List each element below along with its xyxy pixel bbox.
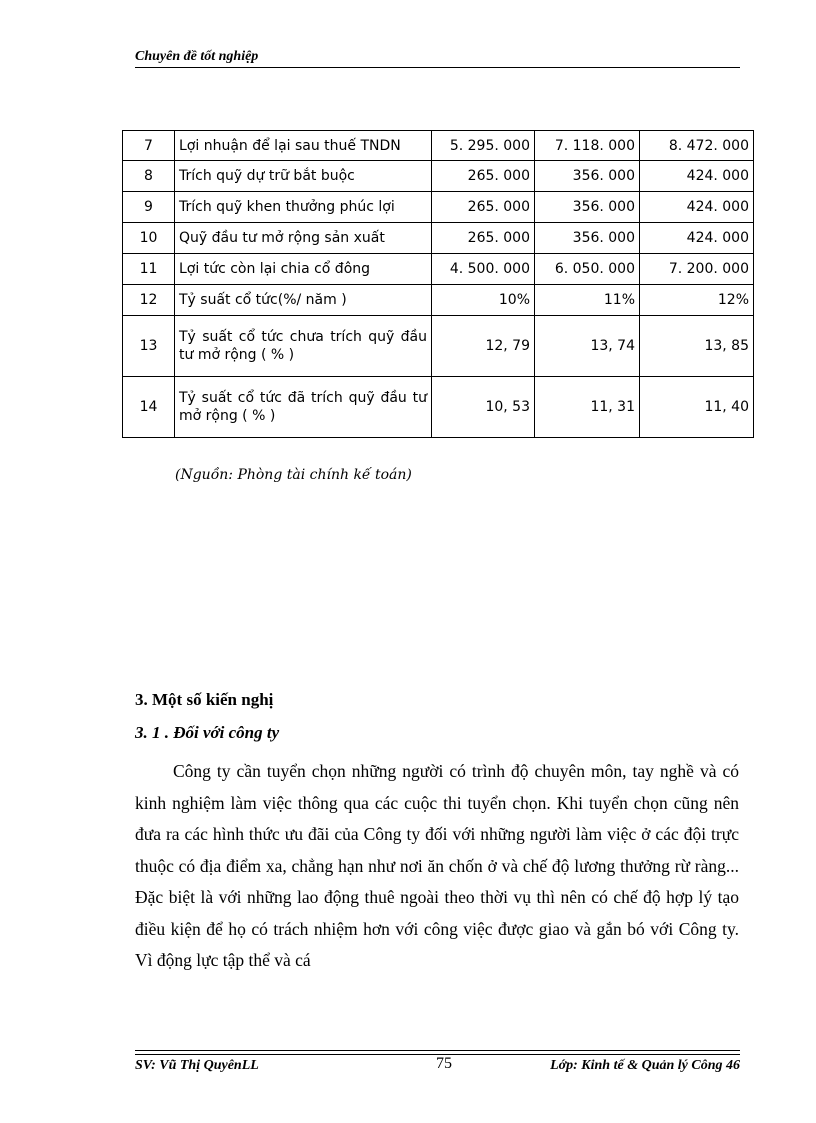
footer-student: SV: Vũ Thị QuyênLL: [135, 1058, 259, 1073]
table-row: [123, 377, 754, 438]
value-cell: 424. 000: [640, 161, 754, 192]
row-label: Tỷ suất cổ tức(%/ năm ): [175, 285, 432, 316]
body-paragraph: Công ty cần tuyển chọn những người có trình độ chuyên môn, tay nghề và có kinh nghiệm làm việc thông qua các cuộc thi tuyển chọn. Khi tuyển chọn cũng nên đưa ra các hình thức ưu đãi của Công ty đối với những người làm việc ở các đội trực thuộc có địa điểm xa, chẳng hạn như nơi ăn chốn ở và chế độ lương thưởng rừ ràng... Đặc biệt là với những lao động thuê ngoài theo thời vụ thì nên có chế độ hợp lý tạo điều kiện để họ có trách nhiệm hơn với công việc được giao và gắn bó với Công ty. Vì động lực tập thể và cá: [135, 761, 739, 970]
value-cell: 424. 000: [640, 223, 754, 254]
value-cell: 13, 85: [640, 316, 754, 377]
row-number: 12: [123, 285, 175, 316]
source-note: (Nguồn: Phòng tài chính kế toán): [175, 467, 412, 483]
row-number: 9: [123, 192, 175, 223]
row-number: 7: [123, 131, 175, 161]
subsection-heading: 3. 1 . Đối với công ty: [135, 723, 280, 742]
row-label: Lợi nhuận để lại sau thuế TNDN: [175, 131, 432, 161]
value-cell: 4. 500. 000: [432, 254, 535, 285]
row-label: Tỷ suất cổ tức chưa trích quỹ đầu tư mở rộng ( % ): [175, 316, 432, 377]
value-cell: 11, 31: [535, 377, 640, 438]
value-cell: 7. 200. 000: [640, 254, 754, 285]
value-cell: 11%: [535, 285, 640, 316]
value-cell: 356. 000: [535, 192, 640, 223]
table-row: [123, 316, 754, 377]
footer-class: Lớp: Kinh tế & Quản lý Công 46: [550, 1058, 740, 1073]
row-number: 13: [123, 316, 175, 377]
footer-divider: [135, 1050, 740, 1051]
table-row: [123, 161, 754, 192]
value-cell: 10%: [432, 285, 535, 316]
header-divider: [135, 67, 740, 68]
value-cell: 356. 000: [535, 223, 640, 254]
value-cell: 10, 53: [432, 377, 535, 438]
row-label: Quỹ đầu tư mở rộng sản xuất: [175, 223, 432, 254]
value-cell: 13, 74: [535, 316, 640, 377]
value-cell: 7. 118. 000: [535, 131, 640, 161]
page-header-title: Chuyên đề tốt nghiệp: [135, 49, 259, 64]
value-cell: 8. 472. 000: [640, 131, 754, 161]
row-label: Lợi tức còn lại chia cổ đông: [175, 254, 432, 285]
table-row: [123, 254, 754, 285]
value-cell: 11, 40: [640, 377, 754, 438]
table-row: [123, 285, 754, 316]
value-cell: 265. 000: [432, 192, 535, 223]
row-number: 14: [123, 377, 175, 438]
row-number: 10: [123, 223, 175, 254]
value-cell: 6. 050. 000: [535, 254, 640, 285]
page-number: 75: [436, 1055, 452, 1072]
value-cell: 424. 000: [640, 192, 754, 223]
table-row: [123, 192, 754, 223]
value-cell: 356. 000: [535, 161, 640, 192]
value-cell: 265. 000: [432, 161, 535, 192]
financial-table: [122, 130, 754, 438]
row-number: 8: [123, 161, 175, 192]
value-cell: 12%: [640, 285, 754, 316]
row-number: 11: [123, 254, 175, 285]
row-label: Trích quỹ khen thưởng phúc lợi: [175, 192, 432, 223]
section-heading: 3. Một số kiến nghị: [135, 690, 274, 709]
row-label: Tỷ suất cổ tức đã trích quỹ đầu tư mở rộng ( % ): [175, 377, 432, 438]
row-label: Trích quỹ dự trữ bắt buộc: [175, 161, 432, 192]
table-row: [123, 223, 754, 254]
value-cell: 265. 000: [432, 223, 535, 254]
table-row: [123, 131, 754, 161]
value-cell: 12, 79: [432, 316, 535, 377]
value-cell: 5. 295. 000: [432, 131, 535, 161]
